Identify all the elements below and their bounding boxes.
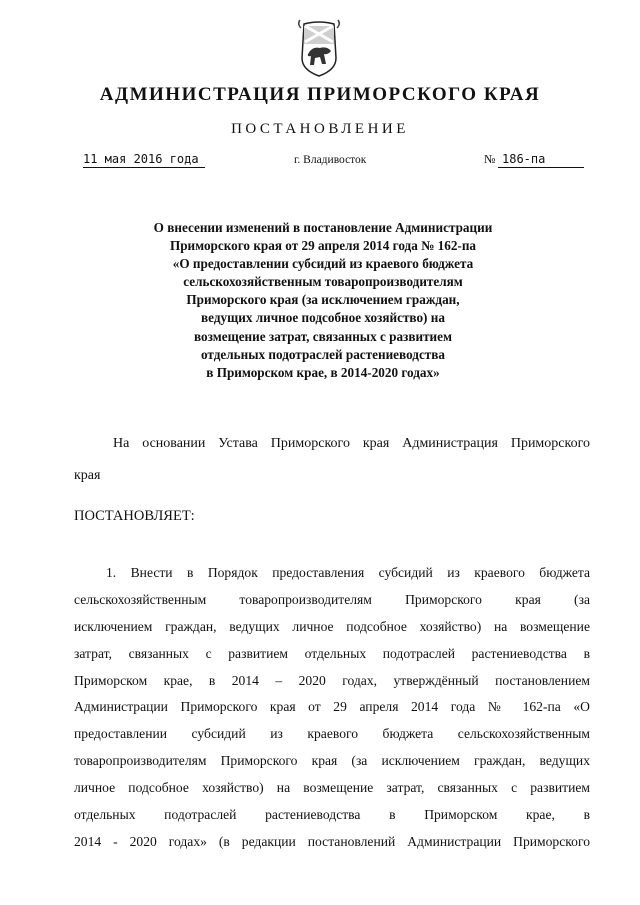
title-line: Приморского края (за исключением граждан, (186, 292, 460, 308)
title-line: ведущих личное подсобное хозяйство) на (201, 310, 445, 326)
paragraph-line: 2014 - 2020 годах» (в редакции постановлений Администрации Приморского (74, 833, 590, 849)
coat-of-arms-icon (294, 18, 344, 80)
paragraph-line: исключением граждан, ведущих личное подсобное хозяйство) на возмещение (74, 618, 590, 634)
paragraph-1 (74, 560, 590, 856)
document-city: г. Владивосток (294, 154, 367, 166)
title-line: Приморского края от 29 апреля 2014 года № 162-па (169, 238, 477, 254)
document-number-label: № (484, 152, 496, 166)
document-date: 11 мая 2016 года (83, 152, 205, 168)
document-title (120, 219, 526, 382)
title-line: «О предоставлении субсидий из краевого бюджета (172, 256, 474, 272)
basis-line: На основании Устава Приморского края Администрация Приморского (113, 436, 590, 451)
basis-paragraph (74, 428, 590, 492)
title-line: О внесении изменений в постановление Администрации (153, 220, 493, 235)
paragraph-line: 1. Внести в Порядок предоставления субсидий из краевого бюджета (106, 565, 590, 580)
paragraph-line: личное подсобное хозяйство) на возмещение затрат, связанных с развитием (74, 780, 590, 796)
paragraph-line: Приморском крае, в 2014 – 2020 годах, утверждённый постановлением (74, 672, 590, 688)
document-type: ПОСТАНОВЛЕНИЕ (231, 121, 409, 137)
title-line: возмещение затрат, связанных с развитием (194, 328, 452, 344)
title-line: сельскохозяйственным товаропроизводителям (183, 274, 463, 290)
organization-name: АДМИНИСТРАЦИЯ ПРИМОРСКОГО КРАЯ (99, 84, 541, 105)
title-line: отдельных подотраслей растениеводства (201, 346, 445, 362)
paragraph-line: сельскохозяйственным товаропроизводителям Приморского края (за (74, 591, 590, 607)
title-line: в Приморском крае, в 2014-2020 годах» (206, 364, 440, 380)
basis-line: края (74, 468, 101, 483)
paragraph-line: отдельных подотраслей растениеводства в Приморском крае, в (74, 807, 590, 823)
paragraph-line: товаропроизводителям Приморского края (за исключением граждан, ведущих (74, 753, 590, 769)
document-number: 186-па (498, 152, 584, 168)
resolves-heading: ПОСТАНОВЛЯЕТ: (74, 508, 195, 524)
paragraph-line: предоставлении субсидий из краевого бюджета сельскохозяйственным (74, 726, 590, 742)
paragraph-line: Администрации Приморского края от 29 апреля 2014 года № 162-па «О (74, 699, 590, 715)
paragraph-line: затрат, связанных с развитием отдельных подотраслей растениеводства в (74, 645, 590, 661)
